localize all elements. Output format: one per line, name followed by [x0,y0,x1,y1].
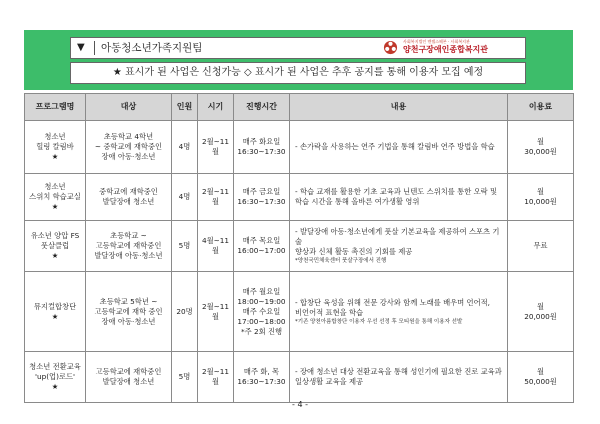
fee-cell [508,221,574,272]
cell-line: - 발달장애 아동·청소년에게 풋살 기본교육을 제공하여 스포츠 기술 [295,227,500,246]
program-name-cell [25,352,86,403]
cell-line: 매주 수요일 [242,306,281,316]
cell-line: 월 [536,301,545,311]
cell-line: *주 2회 진행 [240,326,283,336]
section-title: 아동청소년가족지원팀 [101,42,203,54]
cell-line: 중학교에 재학중인 [99,187,158,196]
cell-line: 비언어적 표현을 학습 [295,307,364,317]
column-header: 대상 [86,94,172,121]
logo-name: 양천구장애인종합복지관 [403,45,489,54]
target-cell [86,272,172,352]
time-cell [234,221,290,272]
count-cell: 4명 [172,174,198,221]
time-cell [234,174,290,221]
content-note: *양천국민체육센터 풋살구장에서 진행 [295,258,387,264]
table-row [25,352,574,403]
triangle-down-icon: ▼ [77,42,85,53]
cell-line: 초등학교 ~ [110,231,147,240]
cell-line: 'up(업)로드' [34,372,76,381]
period-cell: 2월~11월 [198,121,234,174]
period-cell: 2월~11월 [198,352,234,403]
cell-line: 매주 화, 목 [243,367,280,376]
logo-subtext: 사회복지법인 엔젤스헤븐 · 사회복지관 [403,39,470,44]
cell-line: 매주 월요일 [242,286,281,296]
program-table [24,93,574,403]
content-cell [290,174,508,221]
cell-line: ★ [51,202,59,211]
cell-line: 풋살클럽 [40,241,70,250]
content-cell [290,352,508,403]
table-row [25,121,574,174]
content-cell [290,272,508,352]
table-row [25,272,574,352]
cell-line: 매주 화요일 [242,137,281,146]
cell-line: 장애 아동·청소년 [101,316,156,326]
cell-line: 20,000원 [524,311,557,321]
cell-line: 18:00~19:00 [237,296,286,306]
cell-line: - 장애 청소년 대상 전환교육을 통해 성인기에 필요한 진로 교육과 [295,367,502,376]
cell-line: 17:00~18:00 [237,316,286,326]
column-header: 인원 [172,94,198,121]
content-note: *기존 양천아름합창단 이용자 우선 선정 후 모티원을 통해 이용자 선발 [295,318,463,325]
cell-line: ★ [51,382,59,391]
cell-line: ★ [51,152,59,161]
cell-line: ~ 중학교에 재학중인 [94,142,163,151]
cell-line: 16:30~17:30 [237,377,286,386]
program-name-cell [25,174,86,221]
column-header: 이용료 [508,94,574,121]
fee-cell [508,272,574,352]
cell-line: 고등학교에 재학중인 [95,241,162,250]
column-header: 내용 [290,94,508,121]
cell-line: 향상과 신체 활동 촉진의 기회를 제공 [295,247,413,256]
cell-line: 월 [536,187,545,196]
cell-line: 고등학교에 재학 중인 [94,306,163,316]
cell-line: ★ [51,311,59,321]
cell-line: 발달장애 아동·청소년 [94,251,163,260]
program-name-cell [25,121,86,174]
title-divider [94,41,95,55]
cell-line: 16:00~17:00 [237,246,286,255]
program-name-cell [25,221,86,272]
cell-line: 일상생활 교육을 제공 [295,377,364,386]
cell-line: 발달장애 청소년 [102,197,155,206]
fee-cell [508,174,574,221]
cell-line: 월 [536,367,545,376]
cell-line: 초등학교 4학년 [103,132,154,141]
time-cell [234,272,290,352]
cell-line: - 합창단 육성을 위해 전문 강사와 함께 노래를 배우며 언어적, [295,297,490,307]
column-header: 진행시간 [234,94,290,121]
target-cell [86,121,172,174]
column-header: 시기 [198,94,234,121]
count-cell: 5명 [172,221,198,272]
cell-line: 청소년 전환교육 [29,362,81,371]
table-row [25,174,574,221]
cell-line: 학습 시간을 통해 올바른 여가생활 영위 [295,197,420,206]
section-title-box [70,37,526,59]
organization-logo [383,39,521,57]
page-number: - 4 - [292,400,308,409]
time-cell [234,121,290,174]
cell-line: 유소년 양압 FS [30,231,80,240]
target-cell [86,174,172,221]
cell-line: 장애 아동·청소년 [101,152,156,161]
cell-line: 고등학교에 재학중인 [95,367,162,376]
time-cell [234,352,290,403]
cell-line: 스위치 학습교실 [29,192,81,201]
content-cell [290,121,508,174]
cell-line: 매주 목요일 [242,236,281,245]
cell-line: 청소년 [44,182,66,191]
fee-cell [508,121,574,174]
count-cell: 20명 [172,272,198,352]
period-cell: 2월~11월 [198,174,234,221]
cell-line: 초등학교 5학년 ~ [99,296,158,306]
count-cell: 4명 [172,121,198,174]
fee-cell [508,352,574,403]
notice-legend: ★ 표시가 된 사업은 신청가능 ◇ 표시가 된 사업은 추후 공지를 통해 이용자 모집 예정 [70,62,526,84]
target-cell [86,352,172,403]
cell-line: 청소년 [44,132,66,141]
cell-line: ★ [51,251,59,260]
target-cell [86,221,172,272]
cell-line: 16:30~17:30 [237,197,286,206]
count-cell: 5명 [172,352,198,403]
cell-line: 50,000원 [524,377,557,386]
cell-line: 무료 [533,241,548,250]
program-name-cell [25,272,86,352]
content-cell [290,221,508,272]
cell-line: - 학습 교재를 활용한 기초 교육과 닌텐도 스위치를 통한 오락 및 [295,187,498,196]
cell-line: 10,000원 [524,197,557,206]
flower-logo-icon [383,40,398,55]
cell-line: 16:30~17:30 [237,147,286,156]
table-header-row [25,94,574,121]
cell-line: 월 [536,137,545,146]
cell-line: 매주 금요일 [242,187,281,196]
table-row [25,221,574,272]
cell-line: 30,000원 [524,147,557,156]
cell-line: 발달장애 청소년 [102,377,155,386]
cell-line: 힐링 칼림바 [36,142,74,151]
cell-line: 뮤지컬합창단 [33,301,77,311]
column-header: 프로그램명 [25,94,86,121]
period-cell: 4월~11월 [198,221,234,272]
cell-line: - 손가락을 사용하는 연주 기법을 통해 칼림바 연주 방법을 학습 [295,142,495,151]
period-cell: 2월~11월 [198,272,234,352]
